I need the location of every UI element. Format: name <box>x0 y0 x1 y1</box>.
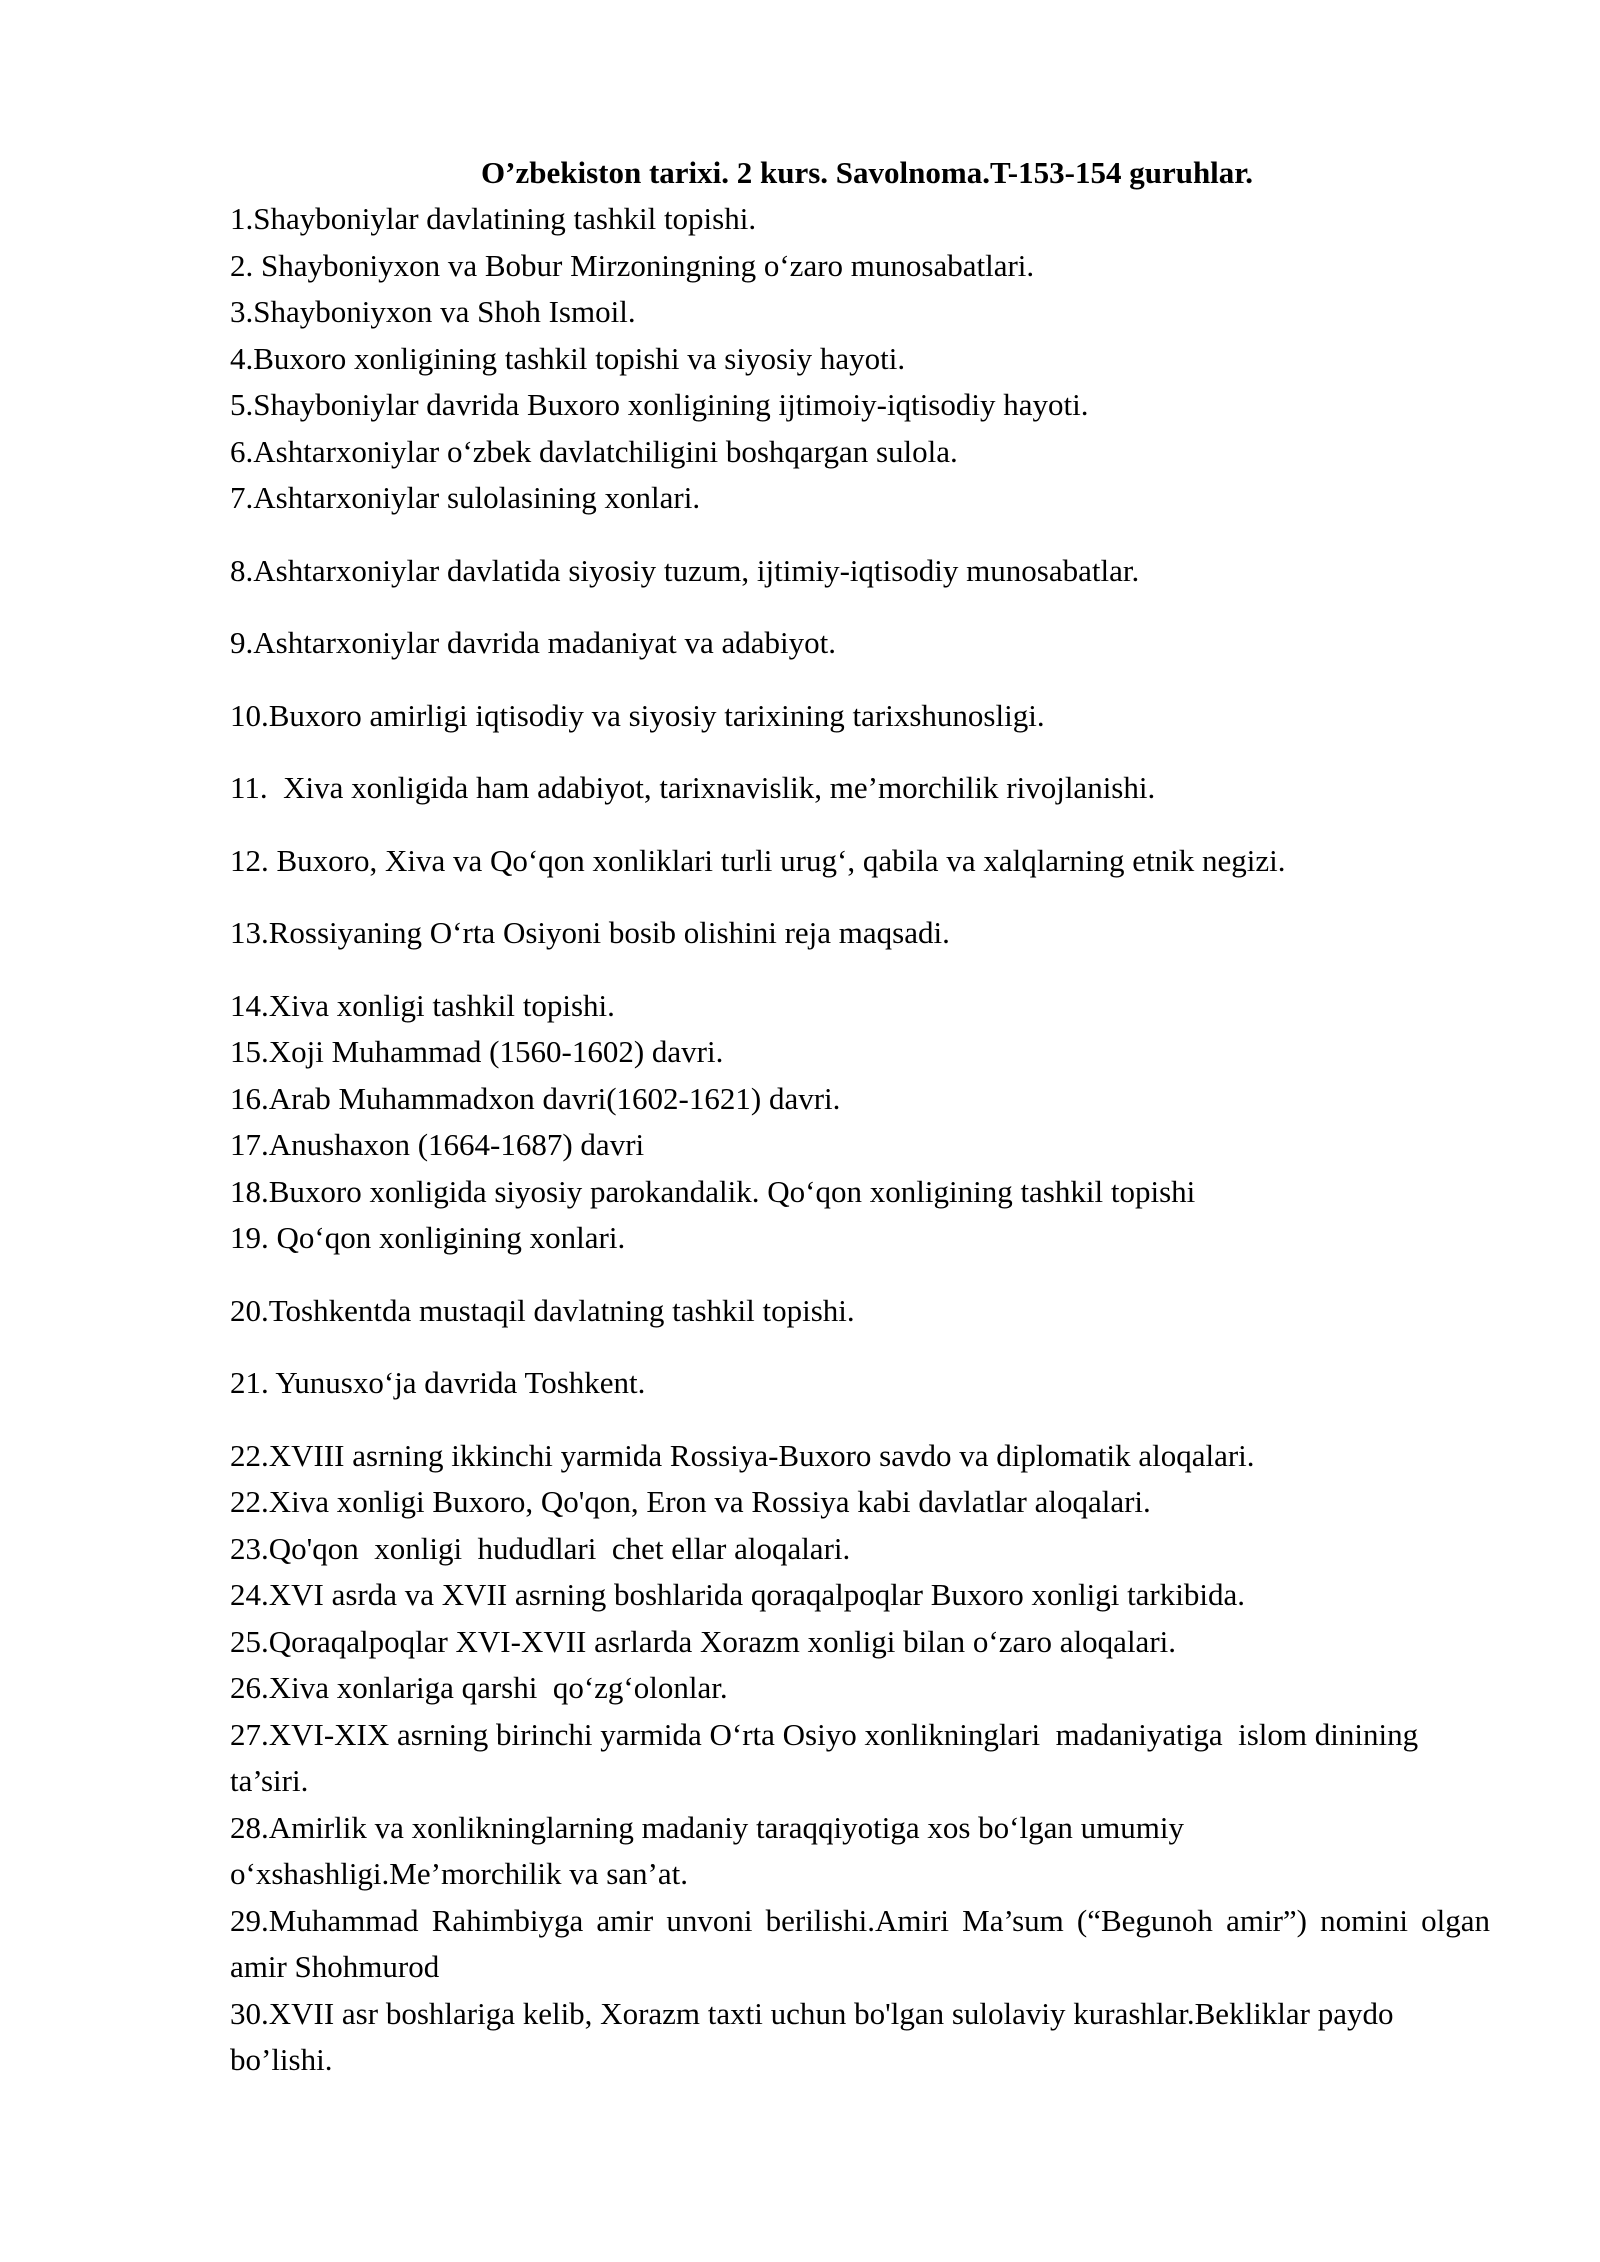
question-item: 29.Muhammad Rahimbiyga amir unvoni berilishi.Amiri Ma’sum (“Begunoh amir”) nomini olgan amir Shohmurod <box>230 1902 1498 1984</box>
question-item: 26.Xiva xonlariga qarshi qo‘zg‘olonlar. <box>230 1670 728 1705</box>
question-item: 28.Amirlik va xonlikninglarning madaniy taraqqiyotiga xos bo‘lgan umumiy o‘xshashligi.Me’morchilik va san’at. <box>230 1809 1192 1891</box>
question-item: 19. Qo‘qon xonligining xonlari. <box>230 1220 626 1255</box>
question-item: 22.XVIII asrning ikkinchi yarmida Rossiya-Buxoro savdo va diplomatik aloqalari. <box>230 1437 1255 1473</box>
question-item: 1.Shayboniylar davlatining tashkil topishi. <box>230 201 757 236</box>
question-item: 30.XVII asr boshlariga kelib, Xorazm taxti uchun bo'lgan sulolaviy kurashlar.Bekliklar paydo bo’lishi. <box>230 1995 1402 2077</box>
question-item: 11. Xiva xonligida ham adabiyot, tarixnavislik, me’morchilik rivojlanishi. <box>230 770 1156 805</box>
question-list <box>230 196 1498 2084</box>
question-item: 27.XVI-XIX asrning birinchi yarmida O‘rta Osiyo xonlikninglari madaniyatiga islom dinining ta’siri. <box>230 1716 1434 1798</box>
question-item: 13.Rossiyaning O‘rta Osiyoni bosib olishini reja maqsadi. <box>230 915 950 950</box>
question-item: 14.Xiva xonligi tashkil topishi. <box>230 987 615 1023</box>
question-item: 4.Buxoro xonligining tashkil topishi va siyosiy hayoti. <box>230 340 906 376</box>
question-item: 3.Shayboniyxon va Shoh Ismoil. <box>230 294 636 329</box>
document-title: O’zbekiston tarixi. 2 kurs. Savolnoma.T-153-154 guruhlar. <box>481 155 1253 190</box>
question-item: 9.Ashtarxoniylar davrida madaniyat va adabiyot. <box>230 625 837 660</box>
question-item: 24.XVI asrda va XVII asrning boshlarida qoraqalpoqlar Buxoro xonligi tarkibida. <box>230 1577 1245 1612</box>
question-item: 6.Ashtarxoniylar o‘zbek davlatchiligini boshqargan sulola. <box>230 433 958 469</box>
question-item: 5.Shayboniylar davrida Buxoro xonligining ijtimoiy-iqtisodiy hayoti. <box>230 387 1089 422</box>
question-item: 15.Xoji Muhammad (1560-1602) davri. <box>230 1034 724 1069</box>
question-item: 8.Ashtarxoniylar davlatida siyosiy tuzum, ijtimiy-iqtisodiy munosabatlar. <box>230 552 1140 588</box>
question-item: 22.Xiva xonligi Buxoro, Qo'qon, Eron va Rossiya kabi davlatlar aloqalari. <box>230 1484 1151 1519</box>
question-item: 25.Qoraqalpoqlar XVI-XVII asrlarda Xorazm xonligi bilan o‘zaro aloqalari. <box>230 1623 1176 1659</box>
document-page <box>230 150 1498 2084</box>
question-item: 12. Buxoro, Xiva va Qo‘qon xonliklari turli urug‘, qabila va xalqlarning etnik negizi. <box>230 842 1286 878</box>
question-item: 18.Buxoro xonligida siyosiy parokandalik. Qo‘qon xonligining tashkil topishi <box>230 1173 1196 1209</box>
question-item: 7.Ashtarxoniylar sulolasining xonlari. <box>230 480 701 515</box>
question-item: 20.Toshkentda mustaqil davlatning tashkil topishi. <box>230 1292 855 1328</box>
question-item: 17.Anushaxon (1664-1687) davri <box>230 1127 645 1162</box>
question-item: 2. Shayboniyxon va Bobur Mirzoningning o‘zaro munosabatlari. <box>230 247 1035 283</box>
question-item: 23.Qo'qon xonligi hududlari chet ellar aloqalari. <box>230 1530 851 1566</box>
question-item: 10.Buxoro amirligi iqtisodiy va siyosiy tarixining tarixshunosligi. <box>230 697 1045 733</box>
question-item: 16.Arab Muhammadxon davri(1602-1621) davri. <box>230 1080 841 1116</box>
question-item: 21. Yunusxo‘ja davrida Toshkent. <box>230 1365 646 1400</box>
